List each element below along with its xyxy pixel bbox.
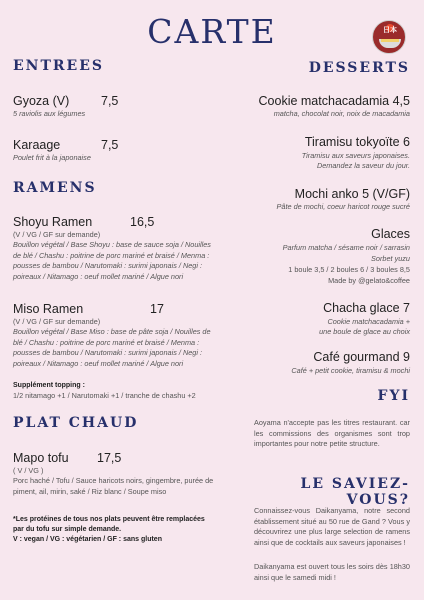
- topping-text: 1/2 nitamago +1 / Narutomaki +1 / tranche de chashu +2: [13, 391, 196, 400]
- glaces-name: Glaces: [371, 227, 410, 241]
- shoyu-diet: (V / VG / GF sur demande): [13, 230, 101, 239]
- mapo-desc: Porc haché / Tofu / Sauce haricots noirs, gingembre, purée de piment, ail, mirin, saké / Riz blanc / Soupe miso: [13, 476, 214, 496]
- mapo-price: 17,5: [97, 451, 122, 465]
- entrees-heading: ENTREES: [13, 58, 104, 74]
- shoyu-name: Shoyu Ramen: [13, 215, 93, 229]
- restaurant-logo: [372, 20, 406, 54]
- saviez-heading: LE SAVIEZ-VOUS?: [300, 476, 410, 508]
- fyi-heading: FYI: [377, 388, 410, 404]
- chacha-desc-1: Cookie matchacadamia +: [327, 317, 410, 326]
- cookie-desc: matcha, chocolat noir, noix de macadamia: [273, 109, 410, 118]
- page-title: CARTE: [147, 12, 277, 51]
- fyi-text: Aoyama n'accepte pas les titres restaurant. car les commissions des organismes sont trop importantes pour notre petite structure.: [254, 418, 410, 449]
- cafe-name: Café gourmand 9: [313, 350, 410, 364]
- karaage-price: 7,5: [101, 138, 119, 152]
- shoyu-price: 16,5: [130, 215, 155, 229]
- chacha-desc-2: une boule de glace au choix: [319, 327, 410, 336]
- chacha-name: Chacha glace 7: [323, 301, 410, 315]
- karaage-desc: Poulet frit à la japonaise: [13, 153, 91, 162]
- glaces-desc-3: 1 boule 3,5 / 2 boules 6 / 3 boules 8,5: [288, 265, 410, 274]
- mapo-name: Mapo tofu: [13, 451, 69, 465]
- ramens-heading: RAMENS: [13, 180, 97, 196]
- gyoza-name: Gyoza (V): [13, 94, 70, 108]
- mochi-name: Mochi anko 5 (V/GF): [294, 187, 410, 201]
- noodle-icon: [381, 39, 399, 42]
- miso-price: 17: [150, 302, 164, 316]
- saviez-text-1: Connaissez-vous Daikanyama, notre second établissement situé au 50 rue de Gand ? Vous y découvrirez une plus large selection de ramens ainsi que de cocktails aux saveurs japonaises !: [254, 506, 410, 547]
- gyoza-desc: 5 raviolis aux légumes: [13, 109, 86, 118]
- tiramisu-name: Tiramisu tokyoïte 6: [304, 135, 410, 149]
- logo-glyph: 日本: [383, 27, 397, 34]
- glaces-desc-4: Made by @gelato&coffee: [328, 276, 410, 285]
- mochi-desc: Pâte de mochi, coeur haricot rouge sucré: [276, 202, 410, 211]
- miso-desc: Bouillon végétal / Base Miso : base de pâte soja / Nouilles de blé / Chashu : poitrine de porc mariné et braisé / Menma : pousses de bambou / Narutomaki : surimi japonais / Negi : poireaux / Nitamago : oeuf mollet mariné / Algue nori: [13, 327, 211, 368]
- shoyu-desc: Bouillon végétal / Base Shoyu : base de sauce soja / Nouilles de blé / Chashu : poitrine de porc mariné et braisé / Menma : pousses de bambou / Narutomaki : surimi japonais / Negi : poireaux / Nitamago : oeuf mollet mariné / Algue nori: [13, 240, 211, 281]
- miso-diet: (V / VG / GF sur demande): [13, 317, 101, 326]
- topping-title: Supplément topping :: [13, 382, 85, 389]
- saviez-text-2: Daikanyama est ouvert tous les soirs dès 18h30 ainsi que le samedi midi !: [254, 562, 410, 582]
- glaces-desc-1: Parfum matcha / sésame noir / sarrasin: [282, 243, 410, 252]
- cookie-name: Cookie matchacadamia 4,5: [258, 94, 410, 108]
- desserts-heading: DESSERTS: [308, 60, 410, 76]
- protein-note: *Les protéines de tous nos plats peuvent être remplacées par du tofu sur simple demande.: [13, 516, 205, 534]
- plat-chaud-heading: PLAT CHAUD: [13, 415, 139, 431]
- glaces-desc-2: Sorbet yuzu: [371, 254, 410, 263]
- gyoza-price: 7,5: [101, 94, 119, 108]
- miso-name: Miso Ramen: [13, 302, 84, 316]
- diet-legend: V : vegan / VG : végétarien / GF : sans gluten: [13, 536, 162, 543]
- cafe-desc: Café + petit cookie, tiramisu & mochi: [291, 366, 410, 375]
- tiramisu-desc-1: Tiramisu aux saveurs japonaises.: [301, 151, 410, 160]
- karaage-name: Karaage: [13, 138, 61, 152]
- tiramisu-desc-2: Demandez la saveur du jour.: [316, 161, 410, 170]
- mapo-diet: ( V / VG ): [13, 466, 44, 475]
